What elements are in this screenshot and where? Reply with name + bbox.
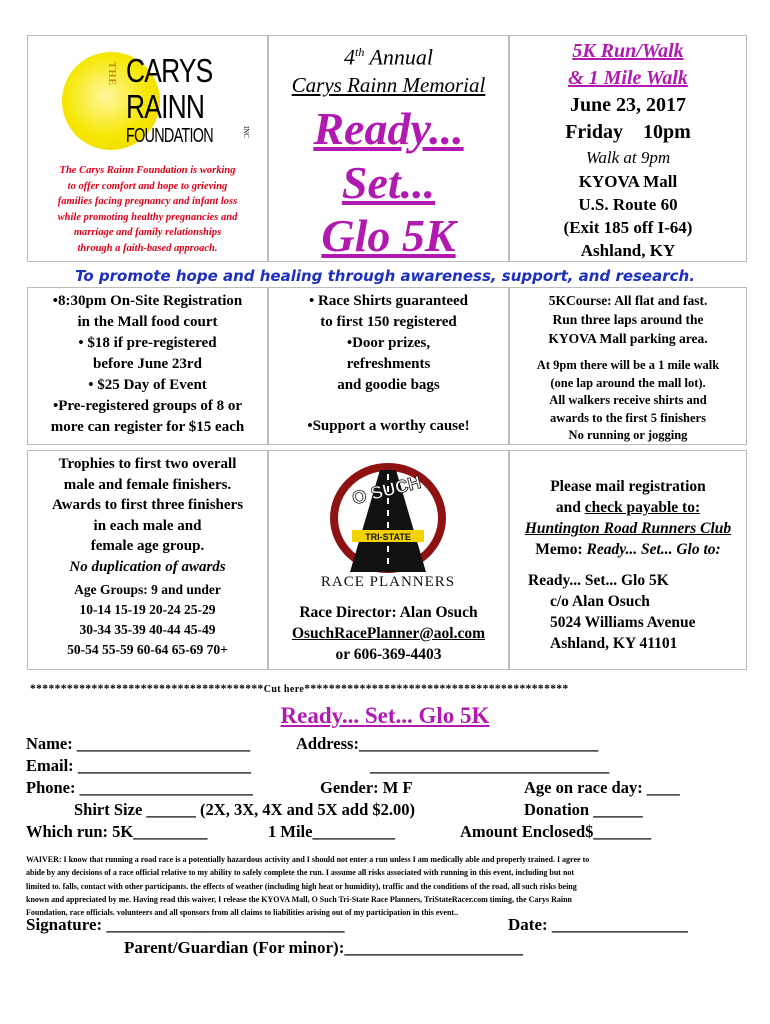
registration-line: • $25 Day of Event	[88, 377, 207, 393]
course-line: Run three laps around the	[552, 312, 704, 327]
age-field[interactable]: Age on race day: ____	[524, 778, 680, 797]
logo-line1: CARYS	[126, 52, 213, 89]
registration-line: • $18 if pre-registered	[78, 335, 217, 351]
race-planners-logo	[300, 456, 480, 592]
event-type-2: & 1 Mile Walk	[568, 67, 688, 89]
blurb-line: The Carys Rainn Foundation is working	[59, 165, 236, 176]
course-line: 5KCourse: All flat and fast.	[548, 293, 708, 308]
perk-line: • Race Shirts guaranteed	[309, 293, 468, 309]
logo-line3: FOUNDATION	[126, 125, 213, 147]
walk-line: All walkers receive shirts and	[549, 393, 707, 407]
blurb-line: families facing pregnancy and infant loss	[57, 196, 238, 207]
walk-line: At 9pm there will be a 1 mile walk	[536, 358, 720, 372]
perk-line: to first 150 registered	[320, 314, 457, 330]
event-details	[509, 38, 747, 262]
director-phone: or 606-369-4403	[335, 646, 442, 663]
mail-info	[509, 476, 747, 560]
venue: KYOVA Mall	[578, 172, 678, 191]
address-line: 5024 Williams Avenue	[550, 614, 696, 631]
race-director	[268, 602, 509, 665]
amount-field[interactable]: Amount Enclosed$_______	[460, 822, 652, 841]
form-title: Ready... Set... Glo 5K	[280, 703, 490, 728]
address-line: Ready... Set... Glo 5K	[528, 572, 669, 589]
registration-info	[27, 291, 268, 438]
age-group-line: 30-34 35-39 40-44 45-49	[79, 622, 216, 637]
perks-info	[268, 291, 509, 396]
logo-the: THE	[106, 62, 117, 87]
blurb-line: marriage and family relationships	[73, 227, 222, 238]
name-field[interactable]: Name: _____________________	[26, 734, 251, 753]
blurb-line: to offer comfort and hope to grieving	[67, 180, 228, 192]
which-run-field[interactable]: Which run: 5K_________	[26, 822, 208, 841]
walk-time: Walk at 9pm	[585, 148, 671, 167]
planner-band-text: TRI-STATE	[365, 532, 411, 542]
address-line: c/o Alan Osuch	[550, 593, 650, 610]
age-group-line: 10-14 15-19 20-24 25-29	[79, 602, 216, 617]
event-date: June 23, 2017	[569, 94, 687, 116]
cut-label: Cut here	[263, 684, 305, 695]
cut-stars-right: *******************************************	[304, 683, 569, 695]
race-planners-emblem	[300, 456, 480, 592]
course-line: KYOVA Mall parking area.	[548, 331, 708, 346]
annual-line: 4th Annual	[343, 44, 433, 70]
support-cause: •Support a worthy cause!	[307, 418, 470, 434]
phone-field[interactable]: Phone: _____________________	[26, 778, 253, 797]
address-field[interactable]: Address:_____________________________	[296, 734, 599, 753]
exit: (Exit 185 off I-64)	[563, 218, 693, 237]
award-line: female age group.	[90, 538, 205, 554]
blurb-line: while promoting healthy pregnancies and	[57, 211, 238, 223]
waiver-line: limited to. falls, contact with other participants. the effects of weather (including high heat or humidity), traffic and the conditions of the road, all such risks being	[26, 881, 577, 891]
foundation-blurb	[30, 163, 265, 256]
perk-line: refreshments	[346, 356, 431, 372]
logo-inc: INC	[242, 126, 250, 139]
registration-line: •Pre-registered groups of 8 or	[52, 398, 243, 414]
waiver-line: WAIVER: I know that running a road race is a potentially hazardous activity and I should not enter a run unless I am medically able and properly trained. I agree to	[26, 855, 590, 864]
ready-title: Ready...	[313, 103, 464, 155]
planner-top-text: O SUCH	[350, 472, 423, 509]
event-title	[268, 38, 509, 263]
director-name: Race Director: Alan Osuch	[299, 604, 478, 621]
address-line: Ashland, KY 41101	[550, 635, 678, 652]
club-name: Huntington Road Runners Club	[524, 520, 732, 537]
director-email[interactable]: OsuchRacePlanner@aol.com	[291, 625, 486, 642]
mail-line2: and check payable to:	[555, 499, 701, 516]
glo-title: Glo 5K	[321, 210, 456, 262]
address-field-2[interactable]: _____________________________	[370, 756, 610, 775]
age-groups	[27, 580, 268, 660]
waiver-line: Foundation, race officials. volunteers and all sponsors from all claims to liabilities arising out of my participation in this event..	[26, 908, 459, 918]
signature-field[interactable]: Signature: ____________________________	[26, 915, 345, 934]
mail-address	[528, 570, 743, 654]
award-line: Awards to first three finishers	[51, 497, 244, 513]
foundation-logo	[40, 42, 260, 152]
age-group-line: Age Groups: 9 and under	[74, 582, 221, 597]
email-field[interactable]: Email: _____________________	[26, 756, 252, 775]
planner-bottom-text: RACE PLANNERS	[320, 574, 456, 590]
blurb-line: through a faith-based approach.	[77, 242, 218, 254]
donation-field[interactable]: Donation ______	[524, 800, 643, 819]
memorial-title: Carys Rainn Memorial	[291, 73, 486, 98]
awards-info	[27, 454, 268, 577]
no-duplication: No duplication of awards	[69, 558, 226, 575]
registration-line: in the Mall food court	[77, 314, 218, 330]
shirt-size-field[interactable]: Shirt Size ______ (2X, 3X, 4X and 5X add $2.00)	[74, 800, 416, 819]
parent-signature-field[interactable]: Parent/Guardian (For minor):_____________________	[124, 938, 523, 957]
cut-stars-left: **************************************	[30, 683, 264, 695]
route: U.S. Route 60	[578, 195, 678, 214]
registration-line: more can register for $15 each	[50, 419, 245, 435]
age-group-line: 50-54 55-59 60-64 65-69 70+	[67, 642, 228, 657]
course-info	[509, 291, 747, 348]
logo-line2: RAINN	[126, 88, 205, 125]
date-field[interactable]: Date: ________________	[508, 915, 688, 934]
one-mile-field[interactable]: 1 Mile__________	[268, 822, 395, 841]
city: Ashland, KY	[580, 241, 676, 260]
award-line: Trophies to first two overall	[58, 456, 237, 472]
walk-line: (one lap around the mall lot).	[550, 375, 706, 390]
perk-line: •Door prizes,	[346, 335, 431, 351]
set-title: Set...	[341, 157, 436, 209]
award-line: male and female finishers.	[63, 476, 232, 493]
tagline: To promote hope and healing through awareness, support, and research.	[75, 267, 695, 285]
registration-line: before June 23rd	[93, 356, 202, 372]
walk-line: No running or jogging	[568, 428, 688, 442]
waiver-line: abide by any decisions of a race official relative to my ability to safely complete the run. I assume all risks associated with running in this event, including but not	[26, 868, 575, 878]
perk-line: and goodie bags	[337, 377, 440, 393]
walk-line: awards to the first 5 finishers	[550, 410, 706, 425]
memo-line: Memo: Ready... Set... Glo to:	[535, 541, 721, 558]
waiver-text	[26, 853, 746, 919]
event-day-time: Friday 10pm	[565, 121, 691, 143]
registration-line: •8:30pm On-Site Registration	[52, 293, 243, 309]
award-line: in each male and	[93, 517, 202, 534]
walk-info	[509, 357, 747, 445]
cut-line	[30, 683, 750, 695]
waiver-line: known and appreciated by me. Having read this waiver, I release the KYOVA Mall, O Such Tri-State Race Planners, TriStateRacer.com timing, the Carys Rainn	[26, 894, 572, 904]
event-type-1: 5K Run/Walk	[572, 40, 684, 62]
gender-field[interactable]: Gender: M F	[320, 778, 413, 797]
mail-line1: Please mail registration	[550, 478, 706, 495]
